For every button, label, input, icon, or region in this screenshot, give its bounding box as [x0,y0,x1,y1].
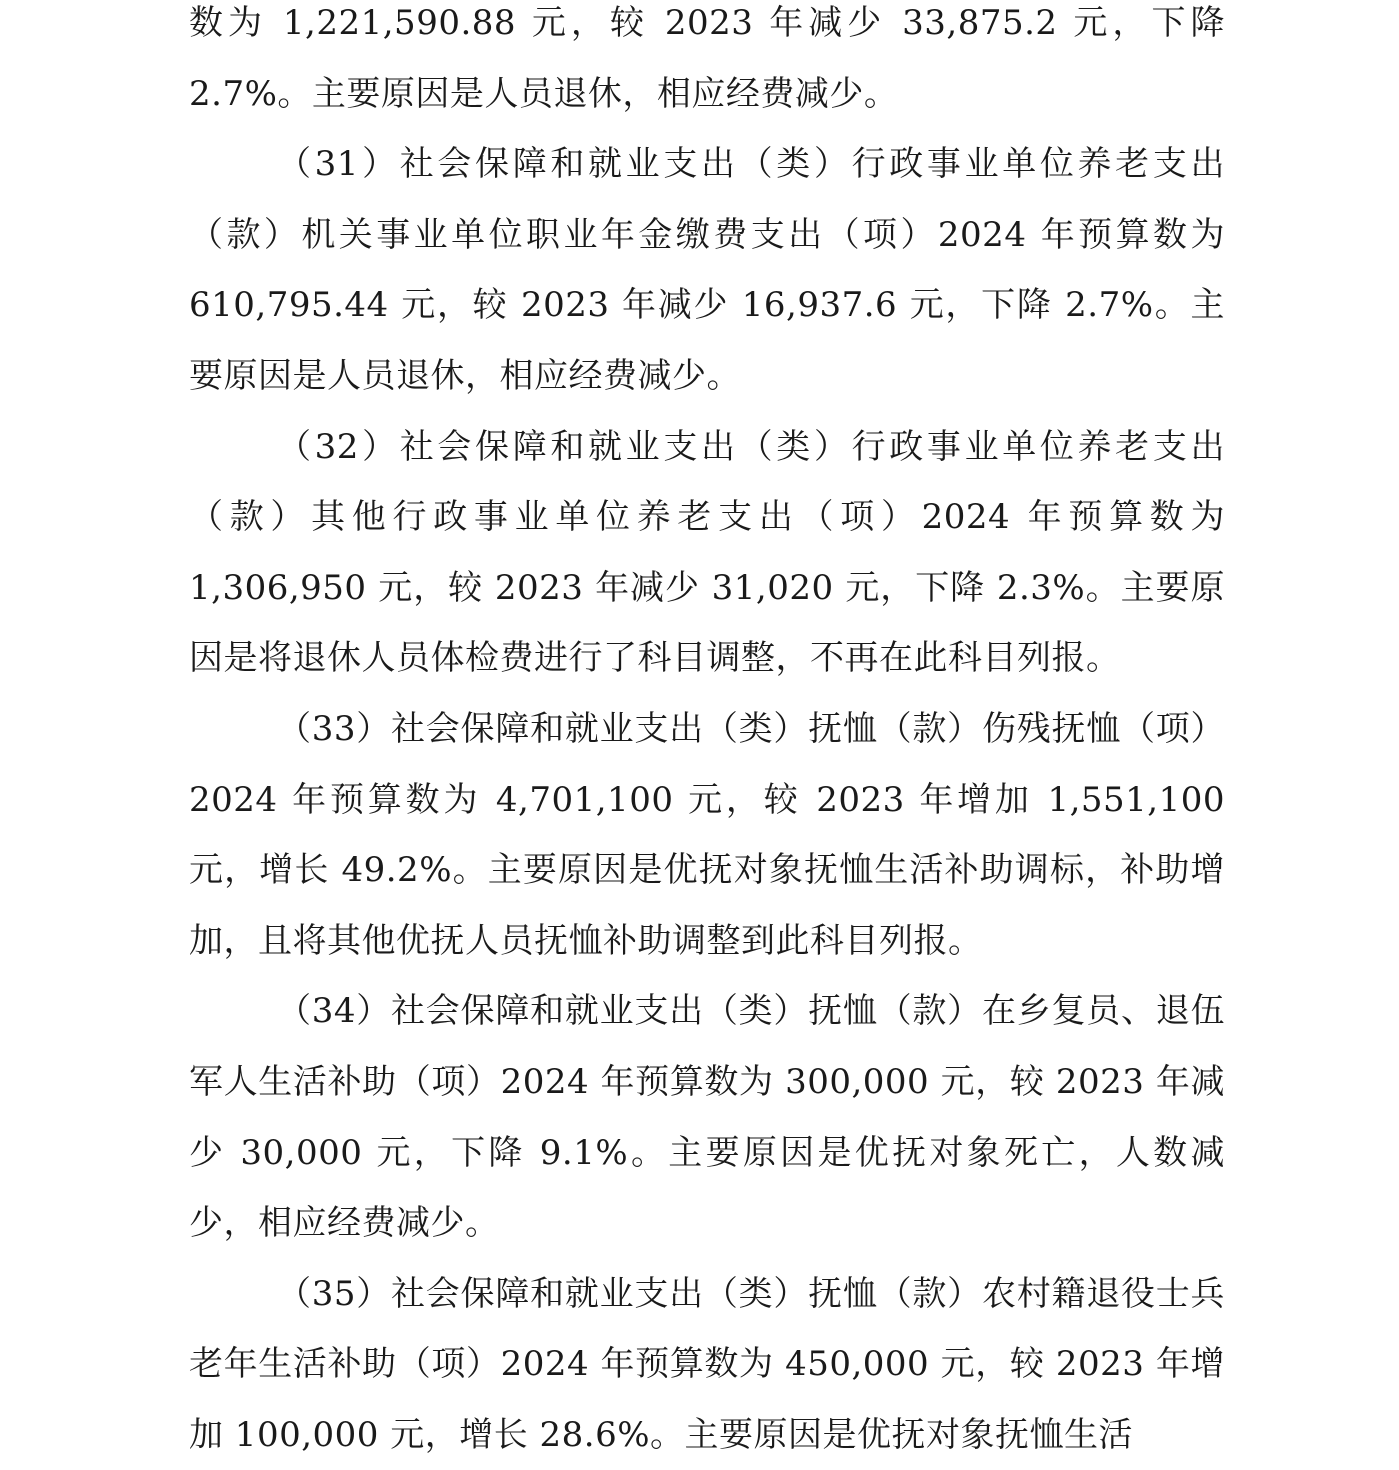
paragraph-item-33: （33）社会保障和就业支出（类）抚恤（款）伤残抚恤（项）2024 年预算数为 4,701,100 元，较 2023 年增加 1,551,100 元，增长 49.2%。主要原因是优抚对象抚恤生活补助调标，补助增加，且将其他优抚人员抚恤补助调整到此科目列报。 [189,708,1225,961]
paragraph-continuation: 数为 1,221,590.88 元，较 2023 年减少 33,875.2 元，下降 2.7%。主要原因是人员退休，相应经费减少。 [189,3,1225,114]
paragraph-item-31: （31）社会保障和就业支出（类）行政事业单位养老支出（款）机关事业单位职业年金缴费支出（项）2024 年预算数为 610,795.44 元，较 2023 年减少 16,937.6 元，下降 2.7%。主要原因是人员退休，相应经费减少。 [189,144,1225,396]
paragraph-item-32: （32）社会保障和就业支出（类）行政事业单位养老支出（款）其他行政事业单位养老支出（项）2024 年预算数为 1,306,950 元，较 2023 年减少 31,020 元，下降 2.3%。主要原因是将退休人员体检费进行了科目调整，不再在此科目列报。 [189,426,1225,679]
document-page [189,0,1225,1470]
paragraph-item-34: （34）社会保障和就业支出（类）抚恤（款）在乡复员、退伍军人生活补助（项）2024 年预算数为 300,000 元，较 2023 年减少 30,000 元，下降 9.1%。主要原因是优抚对象死亡，人数减少，相应经费减少。 [189,991,1225,1244]
paragraph-item-35: （35）社会保障和就业支出（类）抚恤（款）农村籍退役士兵老年生活补助（项）2024 年预算数为 450,000 元，较 2023 年增加 100,000 元，增长 28.6%。主要原因是优抚对象抚恤生活 [189,1273,1225,1455]
